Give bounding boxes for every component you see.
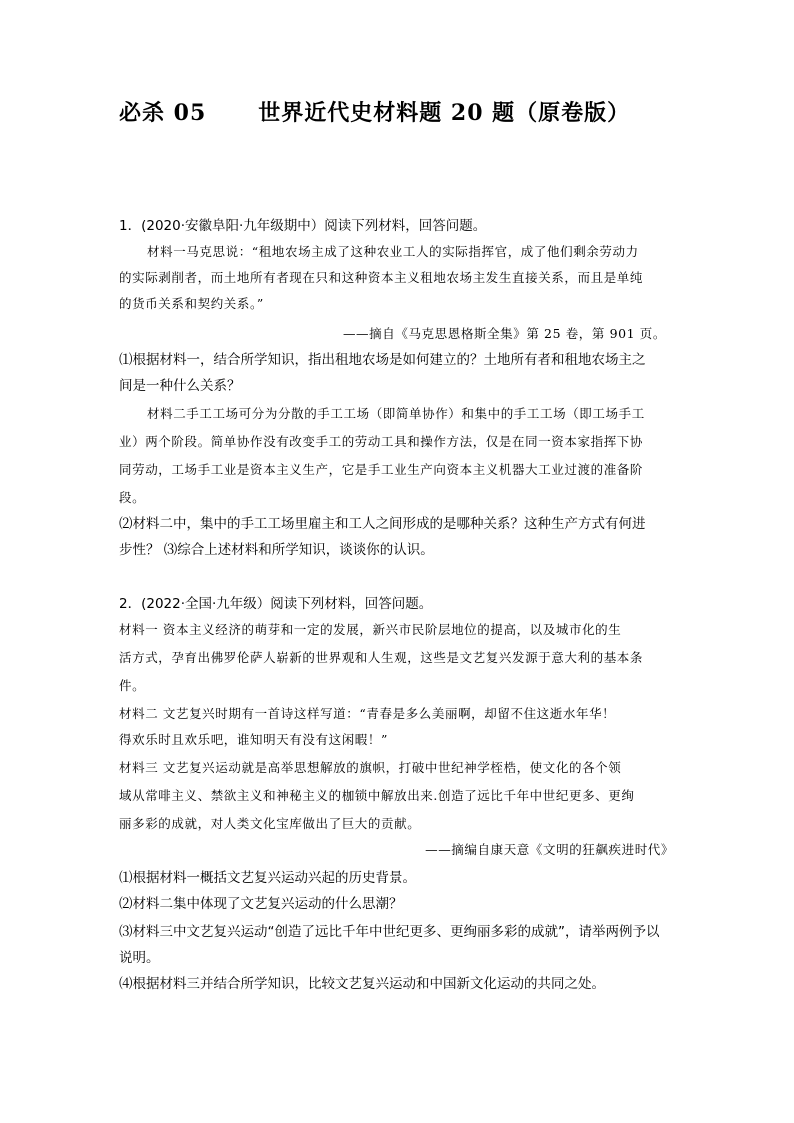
- q2-subquestion-4: ⑷根据材料三并结合所学知识，比较文艺复兴运动和中国新文化运动的共同之处。: [119, 976, 605, 992]
- q1-subquestion-1: ⑴根据材料一，结合所学知识，指出租地农场是如何建立的？土地所有者和租地农场主之: [119, 352, 646, 368]
- q2-material3-source: ——摘编自康天意《文明的狂飙疾进时代》: [425, 842, 674, 857]
- q2-material2-line: 材料二 文艺复兴时期有一首诗这样写道：“青春是多么美丽啊，却留不住这逝水年华！: [119, 706, 616, 721]
- q1-material2-line: 同劳动，工场手工业是资本主义生产，它是手工业生产向资本主义机器大工业过渡的准备阶: [119, 462, 644, 477]
- q2-material1-line: 活方式，孕育出佛罗伦萨人崭新的世界观和人生观，这些是文艺复兴发源于意大利的基本条: [119, 650, 644, 665]
- q1-material1-line: 材料一马克思说：“租地农场主成了这种农业工人的实际指挥官，成了他们剩余劳动力: [147, 244, 639, 259]
- q1-subquestion-2: ⑵材料二中，集中的手工工场里雇主和工人之间形成的是哪种关系？这种生产方式有何进: [119, 516, 646, 532]
- q1-material1-line: 的货币关系和契约关系。”: [119, 296, 264, 311]
- q1-material2-line: 段。: [119, 490, 146, 505]
- q1-material1-source: ——摘自《马克思恩格斯全集》第 25 卷，第 901 页。: [342, 326, 666, 341]
- q1-material2-line: 材料二手工工场可分为分散的手工工场（即简单协作）和集中的手工工场（即工场手工: [147, 406, 645, 421]
- q1-subquestion-1: 间是一种什么关系？: [119, 378, 241, 394]
- q2-material3-line: 域从常啡主义、禁欲主义和神秘主义的枷锁中解放出来.创造了远比千年中世纪更多、更绚: [119, 788, 635, 803]
- q2-subquestion-2: ⑵材料二集中体现了文艺复兴运动的什么思潮？: [119, 896, 403, 912]
- q2-material3-line: 材料三 文艺复兴运动就是高举思想解放的旗帜，打破中世纪神学桎梏，使文化的各个领: [119, 760, 622, 775]
- q1-material2-line: 业）两个阶段。简单协作没有改变手工的劳动工具和操作方法，仅是在同一资本家指挥下协: [119, 434, 644, 449]
- q2-subquestion-1: ⑴根据材料一概括文艺复兴运动兴起的历史背景。: [119, 870, 416, 886]
- q1-heading: 1．(2020·安徽阜阳·九年级期中）阅读下列材料，回答问题。: [119, 218, 487, 234]
- q2-material1-line: 材料一 资本主义经济的萌芽和一定的发展，新兴市民阶层地位的提高，以及城市化的生: [119, 622, 622, 637]
- page-title: 必杀 05 世界近代史材料题 20 题（原卷版）: [119, 100, 631, 126]
- q1-subquestion-2: 步性？ ⑶综合上述材料和所学知识，谈谈你的认识。: [119, 542, 434, 558]
- q2-material3-line: 丽多彩的成就，对人类文化宝库做出了巨大的贡献。: [119, 816, 421, 831]
- q1-material1-line: 的实际剥削者，而土地所有者现在只和这种资本主义租地农场主发生直接关系，而且是单纯: [119, 270, 644, 285]
- q2-subquestion-3: 说明。: [119, 950, 160, 966]
- q2-material2-line: 得欢乐时且欢乐吧，谁知明天有没有这闲暇！”: [119, 732, 388, 747]
- q2-material1-line: 件。: [119, 678, 146, 693]
- q2-subquestion-3: ⑶材料三中文艺复兴运动“创造了远比千年中世纪更多、更绚丽多彩的成就”，请举两例予以: [119, 924, 660, 940]
- q2-heading: 2．(2022·全国·九年级）阅读下列材料，回答问题。: [119, 596, 433, 612]
